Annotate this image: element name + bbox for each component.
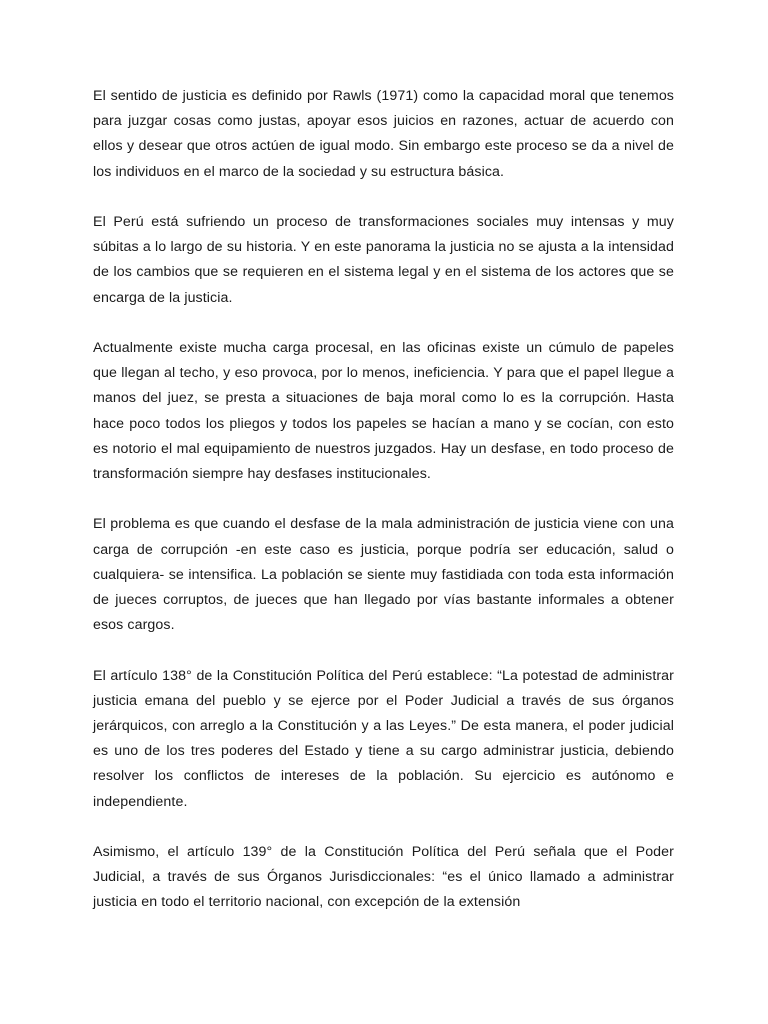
paragraph-rawls: El sentido de justicia es definido por Rawls (1971) como la capacidad moral que tenemos para juzgar cosas como justas, apoyar esos juicios en razones, actuar de acuerdo con ellos y desear que otros actúen de igual modo. Sin embargo este proceso se da a nivel de los individuos en el marco de la sociedad y su estructura básica. [93,88,674,180]
paragraph-peru-transformaciones: El Perú está sufriendo un proceso de transformaciones sociales muy intensas y muy súbitas a lo largo de su historia. Y en este panorama la justicia no se ajusta a la intensidad de los cambios que se requieren en el sistema legal y en el sistema de los actores que se encarga de la justicia. [93,214,674,306]
paragraph-carga-procesal: Actualmente existe mucha carga procesal, en las oficinas existe un cúmulo de papeles que llegan al techo, y eso provoca, por lo menos, ineficiencia. Y para que el papel llegue a manos del juez, se presta a situaciones de baja moral como lo es la corrupción. Hasta hace poco todos los pliegos y todos los papeles se hacían a mano y se cocían, con esto es notorio el mal equipamiento de nuestros juzgados. Hay un desfase, en todo proceso de transformación siempre hay desfases institucionales. [93,340,674,483]
document-body [93,84,674,941]
paragraph-articulo-139: Asimismo, el artículo 139° de la Constitución Política del Perú señala que el Poder Judicial, a través de sus Órganos Jurisdiccionales: “es el único llamado a administrar justicia en todo el territorio nacional, con excepción de la extensión [93,844,674,911]
paragraph-articulo-138: El artículo 138° de la Constitución Política del Perú establece: “La potestad de administrar justicia emana del pueblo y se ejerce por el Poder Judicial a través de sus órganos jerárquicos, con arreglo a la Constitución y a las Leyes.” De esta manera, el poder judicial es uno de los tres poderes del Estado y tiene a su cargo administrar justicia, debiendo resolver los conflictos de intereses de la población. Su ejercicio es autónomo e independiente. [93,667,674,810]
paragraph-desfase-corrupcion: El problema es que cuando el desfase de la mala administración de justicia viene con una carga de corrupción -en este caso es justicia, porque podría ser educación, salud o cualquiera- se intensifica. La población se siente muy fastidiada con toda esta información de jueces corruptos, de jueces que han llegado por vías bastante informales a obtener esos cargos. [93,516,674,634]
